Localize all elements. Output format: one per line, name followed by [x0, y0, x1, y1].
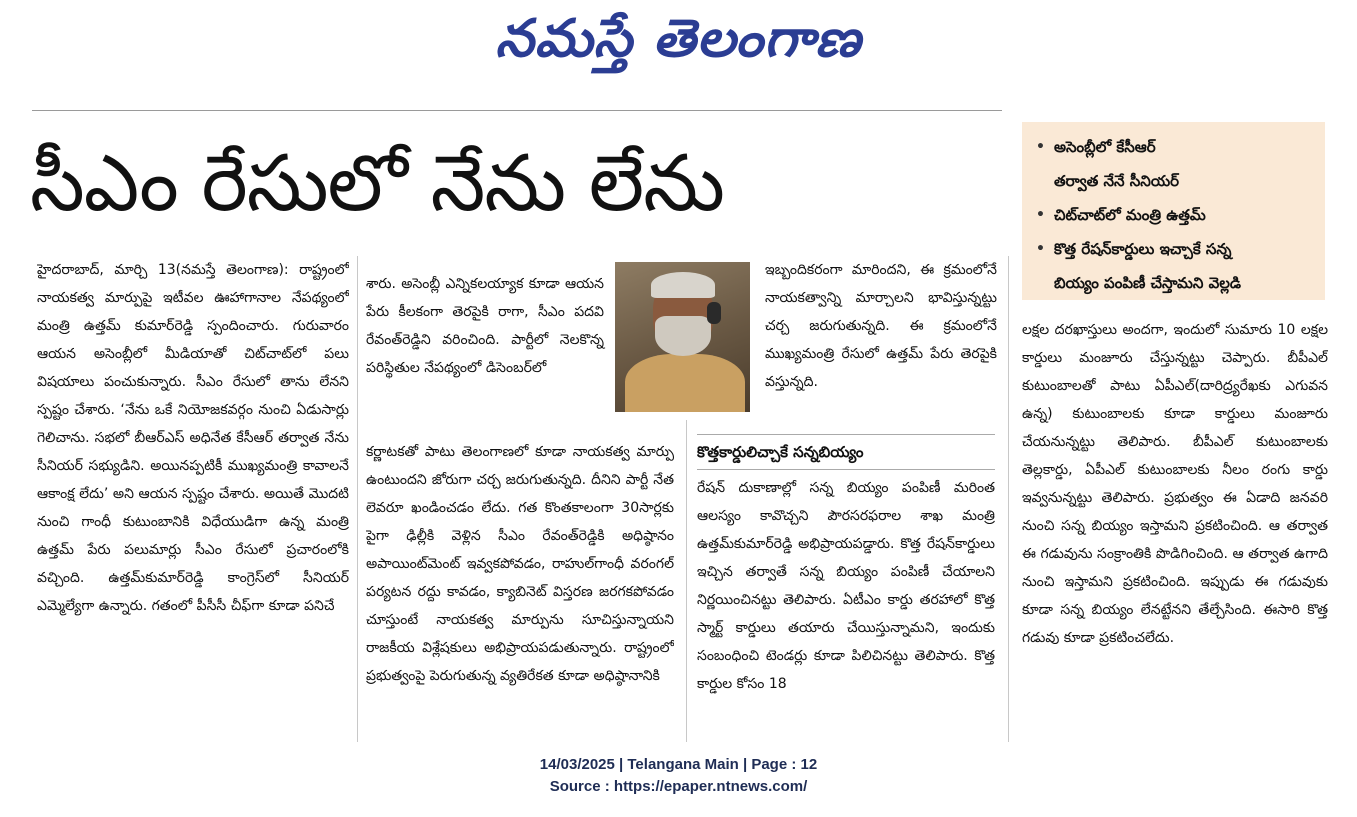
bullet-icon: •	[1036, 241, 1045, 257]
masthead-title: నమస్తే తెలంగాణ	[495, 9, 862, 69]
column-text: హైదరాబాద్, మార్చి 13(నమస్తే తెలంగాణ): రాష్ట్రంలో నాయకత్వ మార్పుపై ఇటీవల ఊహాగానాల నేపథ్యంలో మంత్రి ఉత్తమ్ కుమార్‌రెడ్డి స్పందించారు. గురువారం ఆయన అసెంబ్లీలో మీడియాతో చిట్‌చాట్‌లో పలు విషయాలు పంచుకున్నారు. సీఎం రేసులో తాను లేనని స్పష్టం చేశారు. ‘నేను ఒకే నియోజకవర్గం నుంచి ఏడుసార్లు గెలిచాను. సభలో బీఆర్‌ఎస్ అధినేత కేసీఆర్ తర్వాత నేను సీనియర్ సభ్యుడిని. అయినప్పటికీ ముఖ్యమంత్రి కావాలనే ఆకాంక్ష లేదు’ అని ఆయన స్పష్టం చేశారు. అయితే మొదటి నుంచి గాంధీ కుటుంబానికి విధేయుడిగా ఉన్న మంత్రి ఉత్తమ్ పేరు పలుమార్లు సీఎం రేసులో ప్రచారంలోకి వచ్చింది. ఉత్తమ్‌కుమార్‌రెడ్డి కాంగ్రెస్‌లో సీనియర్ ఎమ్మెల్యేగా ఉన్నారు. గతంలో పీసీసీ చీఫ్‌గా కూడా పనిచే	[37, 262, 349, 614]
column-text: శారు. అసెంబ్లీ ఎన్నికలయ్యాక కూడా ఆయన పేరు కీలకంగా తెరపైకి రాగా, సీఎం పదవి రేవంత్‌రెడ్డిని వరించింది. పార్టీలో నెలకొన్న పరిస్థితుల నేపథ్యంలో డిసెంబర్‌లో	[366, 276, 604, 376]
subheading: కొత్తకార్డులిచ్చాకే సన్నబియ్యం	[697, 434, 995, 470]
headline: సీఎం రేసులో నేను లేను	[30, 139, 724, 229]
highlight-item: • కొత్త రేషన్‌కార్డులు ఇచ్చాకే సన్న	[1036, 232, 1315, 266]
column-text: కర్ణాటకతో పాటు తెలంగాణలో కూడా నాయకత్వ మార్పు ఉంటుందని జోరుగా చర్చ జరుగుతున్నది. దీనిని పార్టీ నేత లెవరూ ఖండించడం లేదు. గత కొంతకాలంగా 30సార్లకు పైగా ఢిల్లీకి వెళ్లిన సీఎం రేవంత్‌రెడ్డికి అధిష్ఠానం అపాయింట్‌మెంట్ ఇవ్వకపోవడం, రాహుల్‌గాంధీ వరంగల్ పర్యటన రద్దు కావడం, క్యాబినెట్ విస్తరణ జరగకపోవడం చూస్తుంటే నాయకత్వ మార్పును సూచిస్తున్నాయని రాజకీయ విశ్లేషకులు అభిప్రాయపడుతున్నారు. రాష్ట్రంలో ప్రభుత్వంపై పెరుగుతున్న వ్యతిరేకత కూడా అధిష్ఠానానికి	[366, 444, 674, 684]
highlight-item: బియ్యం పంపిణీ చేస్తామని వెల్లడి	[1054, 274, 1242, 292]
column-text: లక్షల దరఖాస్తులు అందగా, ఇందులో సుమారు 10 లక్షల కార్డులు మంజూరు చేస్తున్నట్టు చెప్పారు. బీపీఎల్ కుటుంబాలతో పాటు ఏపీఎల్(దారిద్ర్యరేఖకు ఎగువన ఉన్న) కుటుంబాలకు కూడా కార్డులు మంజూరు చేయనున్నట్టు తెలిపారు. బీపీఎల్ కుటుంబాలకు తెల్లకార్డు, ఏపీఎల్ కుటుంబాలకు నీలం రంగు కార్డు ఇవ్వనున్నట్టు తెలిపారు. ప్రభుత్వం ఈ ఏడాది జనవరి నుంచి సన్న బియ్యం ఇస్తామని ప్రకటించింది. ఆ తర్వాత ఈ గడువును సంక్రాంతికి పొడిగించింది. ఆ తర్వాత ఉగాది నుంచి ఇస్తామని ప్రకటించింది. ఇప్పుడు ఈ గడువుకు కూడా సన్న బియ్యం లేనట్టేనని తేల్చేసింది. ఈసారి కొత్త గడువు కూడా ప్రకటించలేదు.	[1022, 322, 1328, 646]
minister-photo	[615, 262, 750, 412]
masthead	[0, 0, 1357, 80]
column-divider	[686, 420, 687, 742]
article-column-3	[697, 434, 995, 742]
highlights-box	[1022, 122, 1325, 300]
article-column-4	[1022, 316, 1328, 736]
page-footer	[0, 754, 1357, 798]
column-text: రేషన్ దుకాణాల్లో సన్న బియ్యం పంపిణీ మరింత ఆలస్యం కావొచ్చని పౌరసరఫరాల శాఖ మంత్రి ఉత్తమ్‌కుమార్‌రెడ్డి అభిప్రాయపడ్డారు. కొత్త రేషన్‌కార్డులు ఇచ్చిన తర్వాతే సన్న బియ్యం పంపిణీ చేయాలని నిర్ణయించినట్టు తెలిపారు. ఏటీఎం కార్డు తరహాలో కొత్త స్మార్ట్ కార్డులు తయారు చేయిస్తున్నామని, ఇందుకు సంబంధించి టెండర్లు కూడా పిలిచినట్టు తెలిపారు. కొత్త కార్డుల కోసం 18	[697, 480, 995, 692]
column-divider	[357, 256, 358, 742]
highlight-item: తర్వాత నేనే సీనియర్	[1054, 172, 1180, 190]
article-column-3-lead	[765, 256, 997, 416]
headset-icon	[707, 302, 721, 324]
footer-date-line: 14/03/2025 | Telangana Main | Page : 12	[539, 756, 818, 773]
highlight-item: • చిట్‌చాట్‌లో మంత్రి ఉత్తమ్	[1036, 198, 1315, 232]
footer-source-link[interactable]: Source : https://epaper.ntnews.com/	[549, 778, 808, 795]
bullet-icon: •	[1036, 139, 1045, 155]
column-text: ఇబ్బందికరంగా మారిందని, ఈ క్రమంలోనే నాయకత్వాన్ని మార్చాలని భావిస్తున్నట్టు చర్చ జరుగుతున్నది. ఈ క్రమంలోనే ముఖ్యమంత్రి రేసులో ఉత్తమ్ పేరు తెరపైకి వస్తున్నది.	[765, 262, 997, 390]
article-column-1	[37, 256, 349, 742]
highlight-item: • అసెంబ్లీలో కేసీఆర్	[1036, 130, 1315, 164]
bullet-icon: •	[1036, 207, 1045, 223]
top-divider	[32, 110, 1002, 111]
column-divider	[1008, 256, 1009, 742]
